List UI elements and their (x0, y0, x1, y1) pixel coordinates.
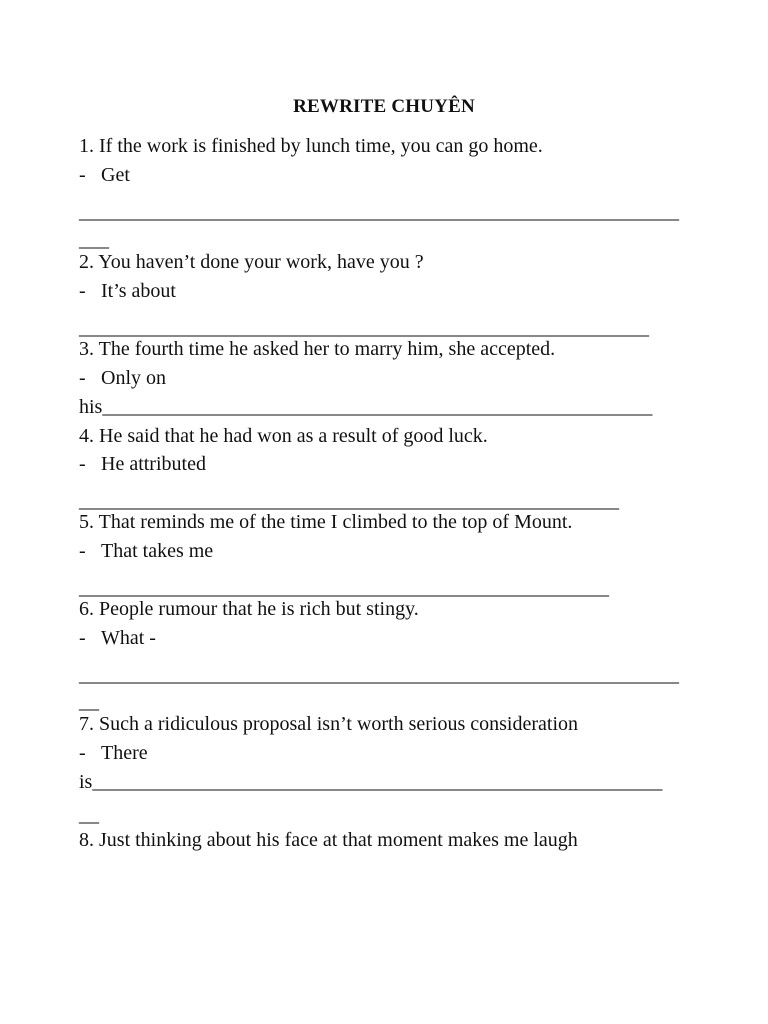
question-4-prompt: 4. He said that he had won as a result of good luck. (79, 425, 488, 447)
question-7-answer-line-2: __ (79, 804, 99, 826)
question-6-cue-line (79, 626, 156, 650)
question-3-answer-line-1: his_______________________________________________________ (79, 396, 653, 418)
question-7-prompt: 7. Such a ridiculous proposal isn’t worth serious consideration (79, 713, 579, 735)
question-1-answer-line-2: ___ (79, 229, 109, 251)
question-5-prompt: 5. That reminds me of the time I climbed to the top of Mount. (79, 511, 573, 533)
question-1-cue-line (79, 163, 130, 187)
question-6-answer-line-2: __ (79, 691, 99, 713)
dash-marker: - (79, 280, 86, 302)
dash-marker: - (79, 627, 86, 649)
question-8-prompt: 8. Just thinking about his face at that moment makes me laugh (79, 829, 578, 851)
question-3-cue: Only on (101, 367, 166, 389)
dash-marker: - (79, 742, 86, 764)
question-2-answer-line-1: _________________________________________________________ (79, 317, 649, 339)
dash-marker: - (79, 453, 86, 475)
document-title: REWRITE CHUYÊN (293, 96, 475, 117)
question-1-cue: Get (101, 164, 130, 186)
question-4-cue: He attributed (101, 453, 206, 475)
question-5-cue-line (79, 539, 213, 563)
question-2-prompt: 2. You haven’t done your work, have you ? (79, 251, 424, 273)
question-2-cue: It’s about (101, 280, 176, 302)
question-5-answer-line-1: _____________________________________________________ (79, 577, 609, 599)
dash-marker: - (79, 540, 86, 562)
question-7-cue-line (79, 741, 148, 765)
question-4-answer-line-1: ______________________________________________________ (79, 490, 619, 512)
question-6-prompt: 6. People rumour that he is rich but stingy. (79, 598, 419, 620)
question-2-cue-line (79, 279, 176, 303)
question-7-cue: There (101, 742, 148, 764)
question-5-cue: That takes me (101, 540, 214, 562)
question-1-answer-line-1: ____________________________________________________________ (79, 201, 679, 223)
question-7-answer-line-1: is_________________________________________________________ (79, 771, 663, 793)
question-1-prompt: 1. If the work is finished by lunch time, you can go home. (79, 135, 543, 157)
question-6-answer-line-1: ____________________________________________________________ (79, 664, 679, 686)
question-6-cue: What - (101, 627, 156, 649)
dash-marker: - (79, 367, 86, 389)
question-4-cue-line (79, 452, 206, 476)
dash-marker: - (79, 164, 86, 186)
question-3-prompt: 3. The fourth time he asked her to marry him, she accepted. (79, 338, 556, 360)
question-3-cue-line (79, 366, 166, 390)
